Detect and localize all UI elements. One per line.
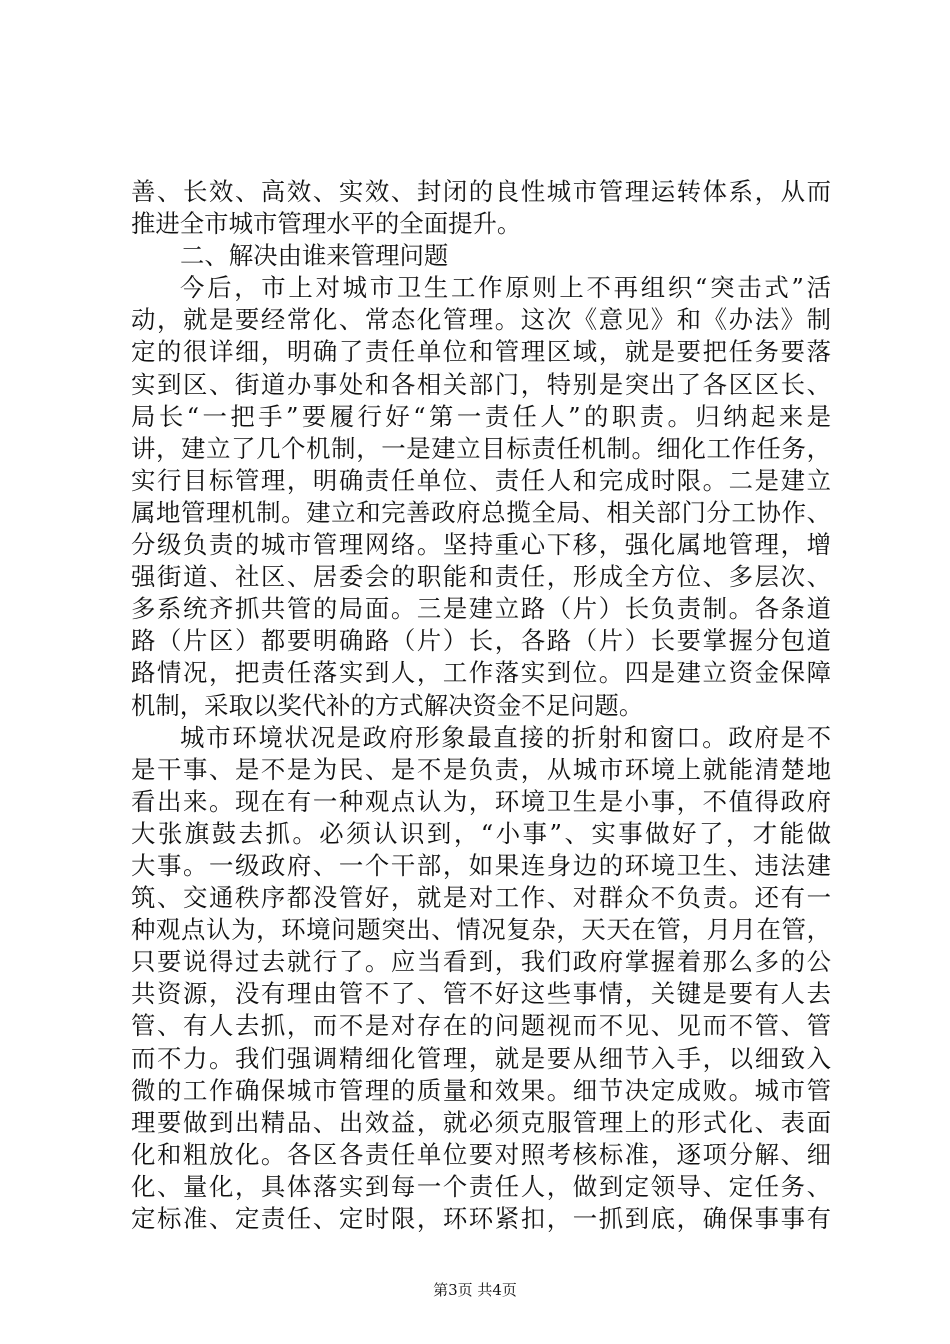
text-line: 是干事、是不是为民、是不是负责，从城市环境上就能清楚地 [131,754,831,784]
text-line: 动，就是要经常化、常态化管理。这次《意见》和《办法》制 [131,305,831,335]
text-line: 多系统齐抓共管的局面。三是建立路（片）长负责制。各条道 [131,594,831,624]
text-line: 筑、交通秩序都没管好，就是对工作、对群众不负责。还有一 [131,883,831,913]
text-line: 看出来。现在有一种观点认为，环境卫生是小事，不值得政府 [131,786,831,816]
text-line: 实到区、街道办事处和各相关部门，特别是突出了各区区长、 [131,369,831,399]
text-line: 今后，市上对城市卫生工作原则上不再组织“突击式”活 [180,273,831,303]
page-number-footer: 第3页 共4页 [433,1281,517,1299]
text-line: 而不力。我们强调精细化管理，就是要从细节入手，以细致入 [131,1043,831,1073]
text-line: 城市环境状况是政府形象最直接的折射和窗口。政府是不 [180,722,831,752]
text-line: 局长“一把手”要履行好“第一责任人”的职责。归纳起来是 [131,401,831,431]
text-line: 强街道、社区、居委会的职能和责任，形成全方位、多层次、 [131,562,831,592]
text-line: 种观点认为，环境问题突出、情况复杂，天天在管，月月在管， [131,915,831,945]
text-line: 分级负责的城市管理网络。坚持重心下移，强化属地管理，增 [131,530,831,560]
text-line: 讲，建立了几个机制，一是建立目标责任机制。细化工作任务， [131,433,831,463]
text-line: 属地管理机制。建立和完善政府总揽全局、相关部门分工协作、 [131,497,831,527]
document-body [131,176,831,1235]
text-line: 共资源，没有理由管不了、管不好这些事情，关键是要有人去 [131,979,831,1009]
text-line: 只要说得过去就行了。应当看到，我们政府掌握着那么多的公 [131,947,831,977]
text-line: 大张旗鼓去抓。必须认识到，“小事”、实事做好了，才能做 [131,818,831,848]
text-line: 推进全市城市管理水平的全面提升。 [131,209,522,239]
text-line: 实行目标管理，明确责任单位、责任人和完成时限。二是建立 [131,465,831,495]
text-line: 路（片区）都要明确路（片）长，各路（片）长要掌握分包道 [131,626,831,656]
text-line: 理要做到出精品、出效益，就必须克服管理上的形式化、表面 [131,1107,831,1137]
text-line: 管、有人去抓，而不是对存在的问题视而不见、见而不管、管 [131,1011,831,1041]
section-heading: 二、解决由谁来管理问题 [180,241,449,271]
text-line: 路情况，把责任落实到人，工作落实到位。四是建立资金保障 [131,658,831,688]
text-line: 定标准、定责任、定时限，环环紧扣，一抓到底，确保事事有 [131,1204,831,1233]
text-line: 化和粗放化。各区各责任单位要对照考核标准，逐项分解、细 [131,1139,831,1169]
text-line: 定的很详细，明确了责任单位和管理区域，就是要把任务要落 [131,337,831,367]
text-line: 化、量化，具体落实到每一个责任人，做到定领导、定任务、 [131,1171,831,1201]
text-line: 机制，采取以奖代补的方式解决资金不足问题。 [131,690,644,720]
text-line: 微的工作确保城市管理的质量和效果。细节决定成败。城市管 [131,1075,831,1105]
text-line: 善、长效、高效、实效、封闭的良性城市管理运转体系，从而 [131,177,831,206]
text-line: 大事。一级政府、一个干部，如果连身边的环境卫生、违法建 [131,850,831,880]
